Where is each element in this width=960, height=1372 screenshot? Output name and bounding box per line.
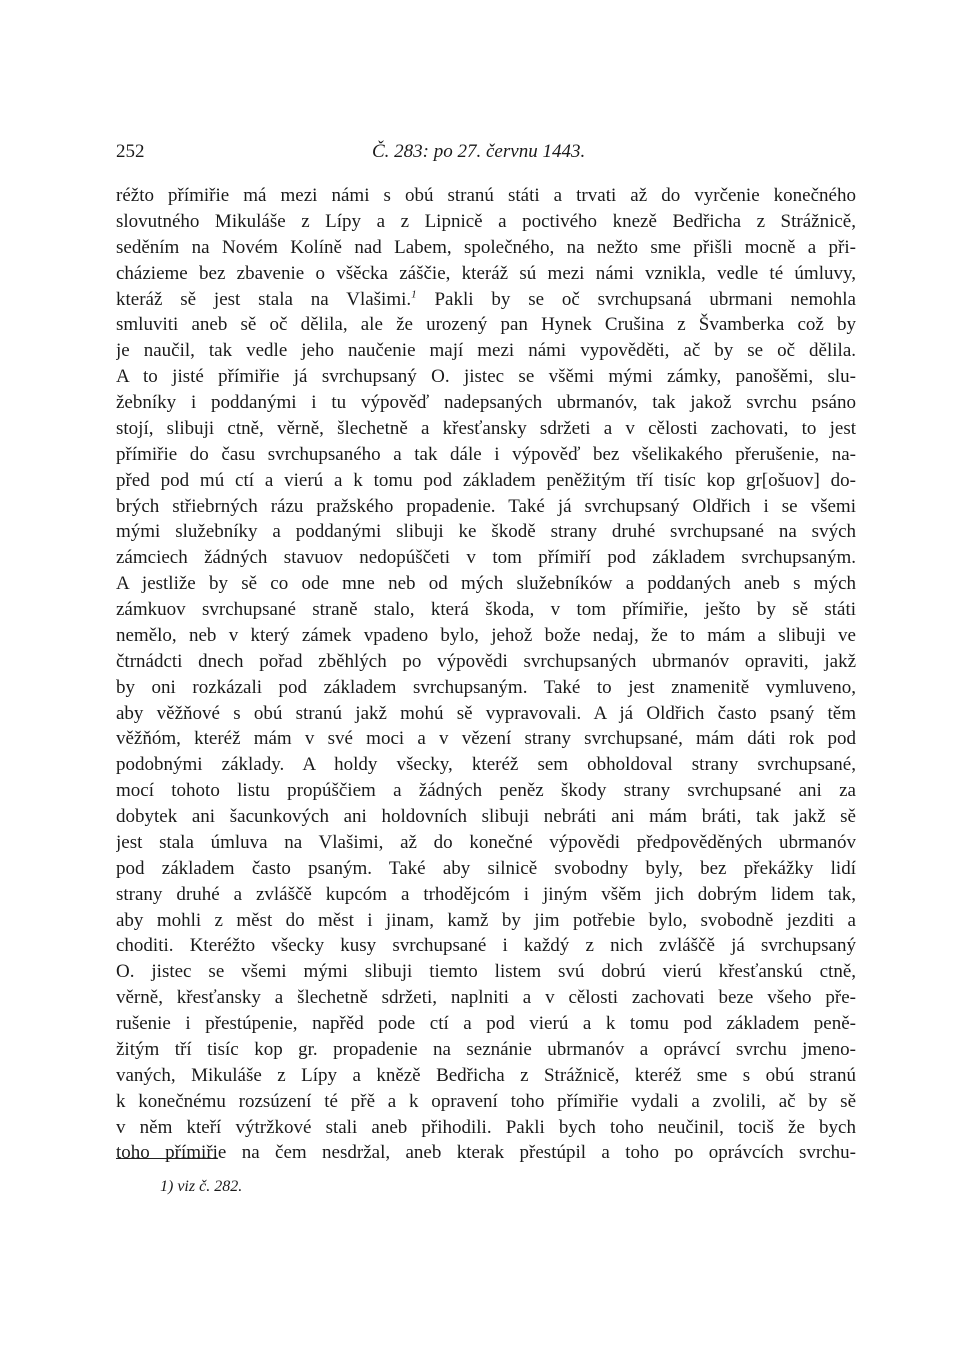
text-line: brých střiebrných rázu pražského propadenie. Také já svrchupsaný Oldřich i se všemi	[116, 495, 856, 517]
text-line-with-footnote	[116, 287, 856, 313]
text-line: O. jistec se všemi mými slibuji tiemto listem svú dobrú vierú křesťanskú ctně,	[116, 961, 856, 983]
text-line: slovutného Mikuláše z Lípy a z Lipnicě a poctivého knezě Bedřicha z Strážnicě,	[116, 210, 856, 232]
text-line: by oni rozkázali pod základem svrchupsaným. Také to jest znamenitě vymluveno,	[116, 676, 856, 698]
text-line: podobnými základy. A holdy všecky, kteréž sem obholdoval strany svrchupsané,	[116, 754, 856, 776]
page-number: 252	[116, 141, 145, 162]
text-line: smluviti aneb sě oč dělila, ale že urozený pan Hynek Crušina z Švamberka což by	[116, 314, 856, 336]
text-line: nemělo, neb v který zámek vpadeno bylo, jehož bože nedaj, že to mám a slibuji ve	[116, 624, 856, 646]
text-line: vaných, Mikuláše z Lípy a knězě Bedřicha z Strážnicě, kteréž sme s obú stranú	[116, 1064, 856, 1086]
text-line: žitým tří tisíc kop gr. propadenie na seznánie ubrmanóv a oprávcí svrchu jmeno-	[116, 1038, 856, 1060]
text-line: aby věžňové s obú stranú jakž mohú sě vypravovali. A já Oldřich často psaný těm	[116, 702, 856, 724]
running-title: Č. 283: po 27. červnu 1443.	[372, 141, 586, 162]
text-line: v něm kteří výtržkové stali aneb přihodili. Pakli bych toho neučinil, tociš že bych	[116, 1116, 856, 1138]
text-line: cházieme bez zbavenie o všěcka záščie, kteráž sú mezi námi vznikla, vedle té úmluvy,	[116, 262, 856, 284]
text-line: přímiřie do času svrchupsaného a tak dále i výpověď bez všelikakého přerušenie, na-	[116, 443, 856, 465]
footnote-reference: 1	[411, 288, 417, 301]
text-line: věrně, křesťansky a šlechetně sdržeti, naplniti a v cělosti zachovati beze všeho pře-	[116, 987, 856, 1009]
text-line: rušenie i přestúpenie, napřěd pode ctí a pod vierú a k tomu pod základem peně-	[116, 1013, 856, 1034]
page-header	[116, 138, 856, 166]
text-line: A to jisté přímiřie já svrchupsaný O. jistec se všěmi mými zámky, panošěmi, slu-	[116, 366, 856, 388]
text-line: aby mohli z měst do měst i jinam, kamž by jim potřebie bylo, svobodně jezditi a	[116, 909, 856, 931]
text-line: zámciech žádných stavuov nedopúščeti v tom přímiří pod základem svrchupsaným.	[116, 547, 856, 569]
footnote: 1) viz č. 282.	[160, 1178, 243, 1195]
text-line: mocí tohoto listu propúščiem a žádných peněz škody strany svrchupsané ani za	[116, 780, 856, 802]
text-line: strany druhé a zvláščě kupcóm a trhodějcóm i jiným všěm jich dobrým lidem tak,	[116, 883, 856, 905]
text-line: před pod mú ctí a vierú a k tomu pod základem peněžitým tří tisíc kop gr[ošuov] do-	[116, 469, 856, 491]
text-line: pod základem často psaným. Také aby silnicě svobodny byly, bez překážky lidí	[116, 857, 856, 879]
text-line: seděním na Novém Kolíně nad Labem, společného, na nežto sme přišli mocně a při-	[116, 236, 856, 258]
text-line: zámkuov svrchupsané straně stalo, která škoda, v tom přímiřie, ješto by sě státi	[116, 599, 856, 620]
text-line: toho přímiřie na čem nesdržal, aneb kterak přestúpil a toho po oprávcích svrchu-	[116, 1142, 856, 1164]
text-line: je naučil, tak vedle jeho naučenie mají mezi námi vypověděti, ač by se oč dělila.	[116, 340, 856, 362]
text-line: choditi. Kteréžto všecky kusy svrchupsané i každý z nich zvláščě já svrchupsaný	[116, 935, 856, 957]
text-line: věžňóm, kteréž mám v své moci a v vězení strany svrchupsané, mám dáti rok pod	[116, 728, 856, 750]
text-line: jest stala úmluva na Vlašimi, až do konečné výpovědi předpověděných ubrmanóv	[116, 831, 856, 853]
text-segment: kteráž sě jest stala na Vlašimi.	[116, 288, 412, 310]
text-segment: Pakli by se oč svrchupsaná ubrmani nemohla	[416, 288, 856, 310]
text-line: mými služebníky a poddanými slibuji ke škodě strany druhé svrchupsané na svých	[116, 521, 856, 543]
body-text	[116, 183, 856, 1166]
text-line: dobytek ani šacunkových ani holdovních slibuji nebráti ani mám bráti, tak jakž sě	[116, 806, 856, 827]
text-line: réžto přímiřie má mezi námi s obú stranú státi a trvati až do vyrčenie konečného	[116, 185, 856, 206]
text-line: čtrnádcti dnech pořad zběhlých po výpovědi svrchupsaných ubrmanóv opraviti, jakž	[116, 650, 856, 672]
footnote-divider	[116, 1158, 218, 1159]
text-line: A jestliže by sě co ode mne neb od mých služebníków a poddaných aneb s mých	[116, 573, 856, 595]
text-line: stojí, slibuji ctně, věrně, šlechetně a křesťansky sdržeti a v cělosti zachovati, to jest	[116, 417, 856, 439]
text-line: žebníky i poddanými i tu výpověď nadepsaných ubrmanóv, tak jakož svrchu psáno	[116, 392, 856, 413]
text-line: k konečnému rozsúzení té přě a k opravení toho přímiřie vydali a zvolili, ač by sě	[116, 1090, 856, 1112]
